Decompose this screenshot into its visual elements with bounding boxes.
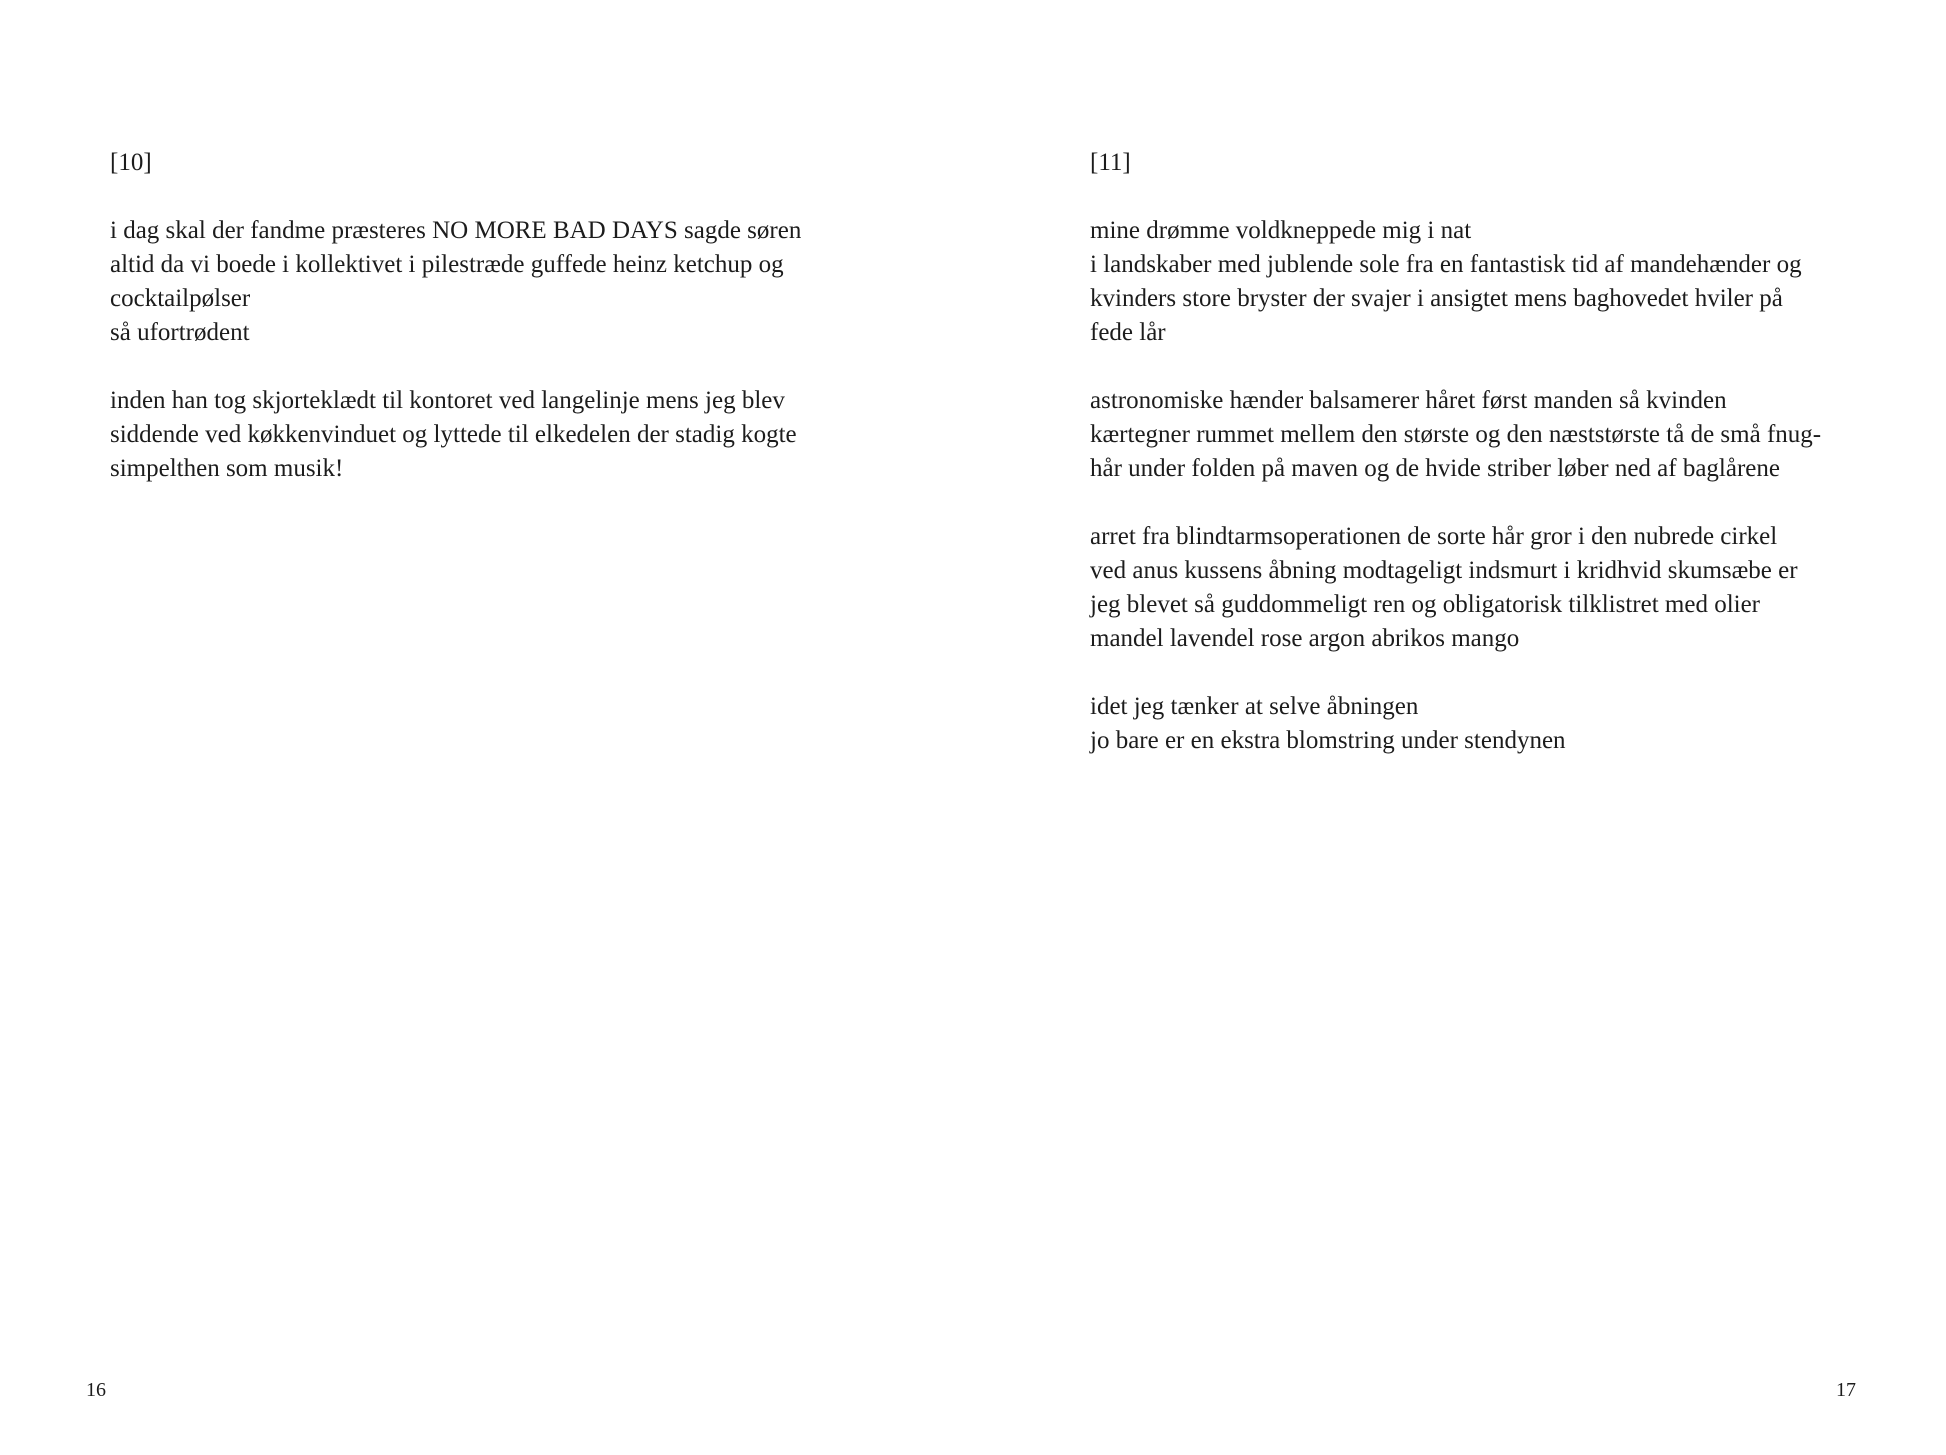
stanza-1	[110, 214, 940, 350]
poem-line: idet jeg tænker at selve åbningen	[1090, 693, 1419, 720]
poem-line: simpelthen som musik!	[110, 455, 344, 482]
poem-11	[1090, 146, 1920, 792]
poem-line: i landskaber med jublende sole fra en fantastisk tid af mandehænder og	[1090, 251, 1802, 278]
poem-line: kvinders store bryster der svajer i ansigtet mens baghovedet hviler på	[1090, 285, 1783, 312]
page-number: 17	[1836, 1379, 1856, 1401]
poem-line: ved anus kussens åbning modtageligt indsmurt i kridhvid skumsæbe er	[1090, 557, 1798, 584]
poem-line: så ufortrødent	[110, 319, 250, 346]
poem-line: mine drømme voldkneppede mig i nat	[1090, 217, 1472, 244]
stanza-2	[1090, 384, 1920, 486]
poem-10	[110, 146, 940, 520]
page-number: 16	[86, 1379, 106, 1401]
poem-line: jeg blevet så guddommeligt ren og obligatorisk tilklistret med olier	[1090, 591, 1761, 618]
poem-number: [11]	[1090, 149, 1131, 176]
poem-line: fede lår	[1090, 319, 1166, 346]
poem-line: kærtegner rummet mellem den største og den næststørste tå de små fnug-	[1090, 421, 1822, 448]
poem-number: [10]	[110, 149, 152, 176]
stanza-4	[1090, 690, 1920, 758]
poem-line: cocktailpølser	[110, 285, 251, 312]
poem-line: hår under folden på maven og de hvide striber løber ned af baglårene	[1090, 455, 1780, 482]
poem-line: arret fra blindtarmsoperationen de sorte hår gror i den nubrede cirkel	[1090, 523, 1778, 550]
poem-line: mandel lavendel rose argon abrikos mango	[1090, 625, 1520, 652]
right-page	[973, 0, 1946, 1455]
poem-line: siddende ved køkkenvinduet og lyttede til elkedelen der stadig kogte	[110, 421, 797, 448]
stanza-3	[1090, 520, 1920, 656]
poem-line: i dag skal der fandme præsteres NO MORE BAD DAYS sagde søren	[110, 217, 802, 244]
poem-line: astronomiske hænder balsamerer håret først manden så kvinden	[1090, 387, 1727, 414]
poem-line: altid da vi boede i kollektivet i pilestræde guffede heinz ketchup og	[110, 251, 784, 278]
stanza-2	[110, 384, 940, 486]
poem-line: inden han tog skjorteklædt til kontoret ved langelinje mens jeg blev	[110, 387, 785, 414]
poem-line: jo bare er en ekstra blomstring under stendynen	[1090, 727, 1566, 754]
stanza-1	[1090, 214, 1920, 350]
